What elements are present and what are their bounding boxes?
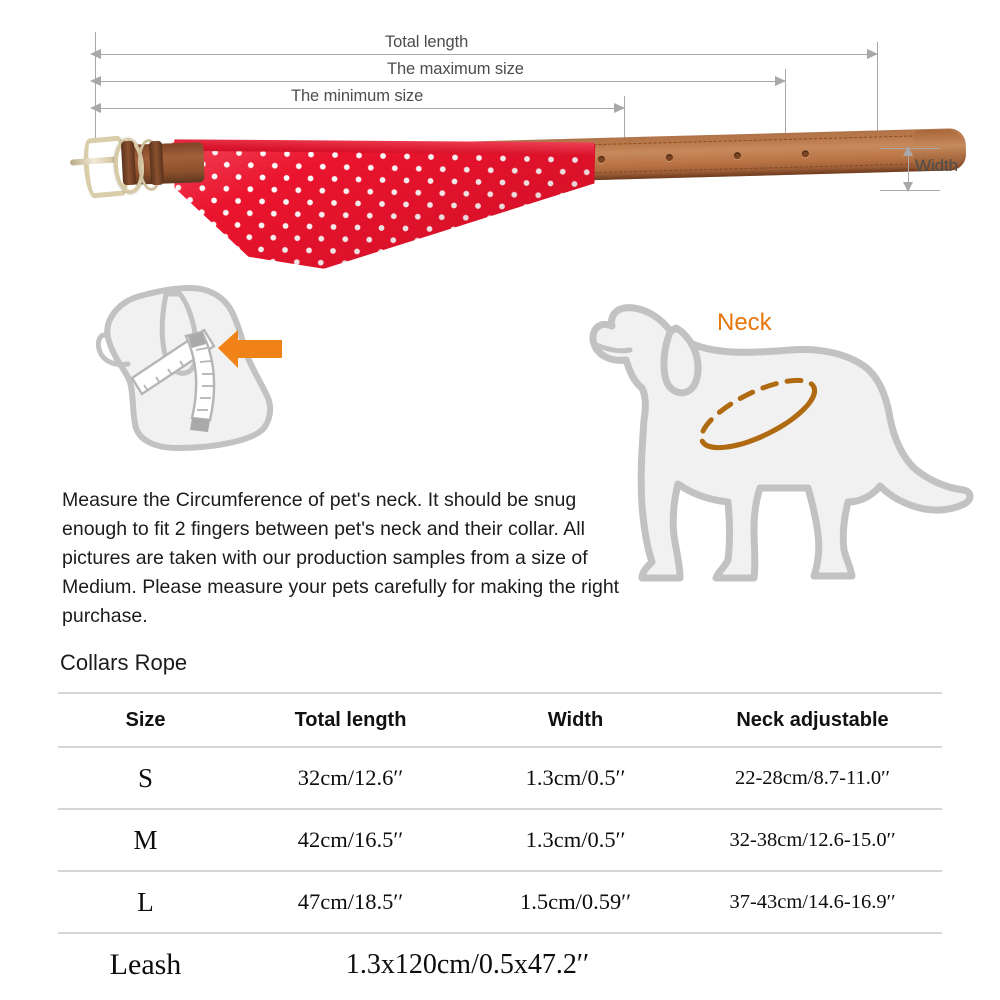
neck-label: Neck: [717, 309, 772, 336]
collar-product-photo: [78, 128, 888, 258]
maximum-size-label: The maximum size: [387, 60, 524, 78]
table-title: Collars Rope: [60, 650, 188, 675]
cell-width: 1.5cm/0.59′′: [468, 871, 683, 933]
strap-hole: [666, 154, 673, 161]
table-row: [58, 871, 942, 933]
column-header-size: Size: [58, 693, 233, 747]
cell-total-length: 32cm/12.6′′: [233, 747, 468, 809]
column-header-neck-adjustable: Neck adjustable: [683, 693, 942, 747]
maximum-size-dimension-line: [96, 81, 786, 82]
size-chart-table: [58, 692, 942, 996]
cell-total-length: 42cm/16.5′′: [233, 809, 468, 871]
buckle-keeper-loop: [149, 141, 164, 186]
cell-total-length: 47cm/18.5′′: [233, 871, 468, 933]
table-header: [58, 693, 942, 747]
column-header-width: Width: [468, 693, 683, 747]
width-arrow-down: [903, 182, 913, 192]
table-row: [58, 747, 942, 809]
table-body: [58, 747, 942, 996]
dimension-diagram: [0, 0, 1000, 270]
cell-size: S: [58, 747, 233, 809]
strap-hole: [598, 156, 605, 163]
strap-hole: [734, 152, 741, 159]
cell-neck-adjustable: 37-43cm/14.6-16.9′′: [683, 871, 942, 933]
table-header-row: [58, 693, 942, 747]
cell-size: L: [58, 871, 233, 933]
guide-line-left: [95, 32, 96, 138]
measuring-tape-illustration: [96, 272, 386, 457]
table-row-leash: [58, 933, 942, 996]
cell-leash-value: 1.3x120cm/0.5x47.2′′: [345, 949, 590, 980]
table-row: [58, 809, 942, 871]
minimum-size-label: The minimum size: [291, 87, 424, 105]
measurement-description: Measure the Circumference of pet's neck. It should be snug enough to fit 2 fingers between pet's neck and their collar. All pictures are taken with our production samples from a size of Medium. Please measure your pets carefully for making the right purchase.: [62, 488, 620, 627]
dog-head-tape-svg: [96, 272, 386, 457]
width-label: Width: [915, 156, 958, 175]
column-header-total-length: Total length: [233, 693, 468, 747]
cell-width: 1.3cm/0.5′′: [468, 747, 683, 809]
cell-neck-adjustable: 22-28cm/8.7-11.0′′: [683, 747, 942, 809]
cell-leash-label: Leash: [109, 948, 182, 981]
cell-neck-adjustable: 32-38cm/12.6-15.0′′: [683, 809, 942, 871]
width-arrow-up: [903, 146, 913, 156]
minimum-size-dimension-line: [96, 108, 625, 109]
total-length-dimension-line: [96, 54, 878, 55]
cell-size: M: [58, 809, 233, 871]
buckle-keeper-loop: [121, 141, 136, 186]
total-length-label: Total length: [385, 33, 469, 51]
cell-width: 1.3cm/0.5′′: [468, 809, 683, 871]
polka-dot-bandana: [173, 136, 596, 275]
strap-hole: [802, 150, 809, 157]
